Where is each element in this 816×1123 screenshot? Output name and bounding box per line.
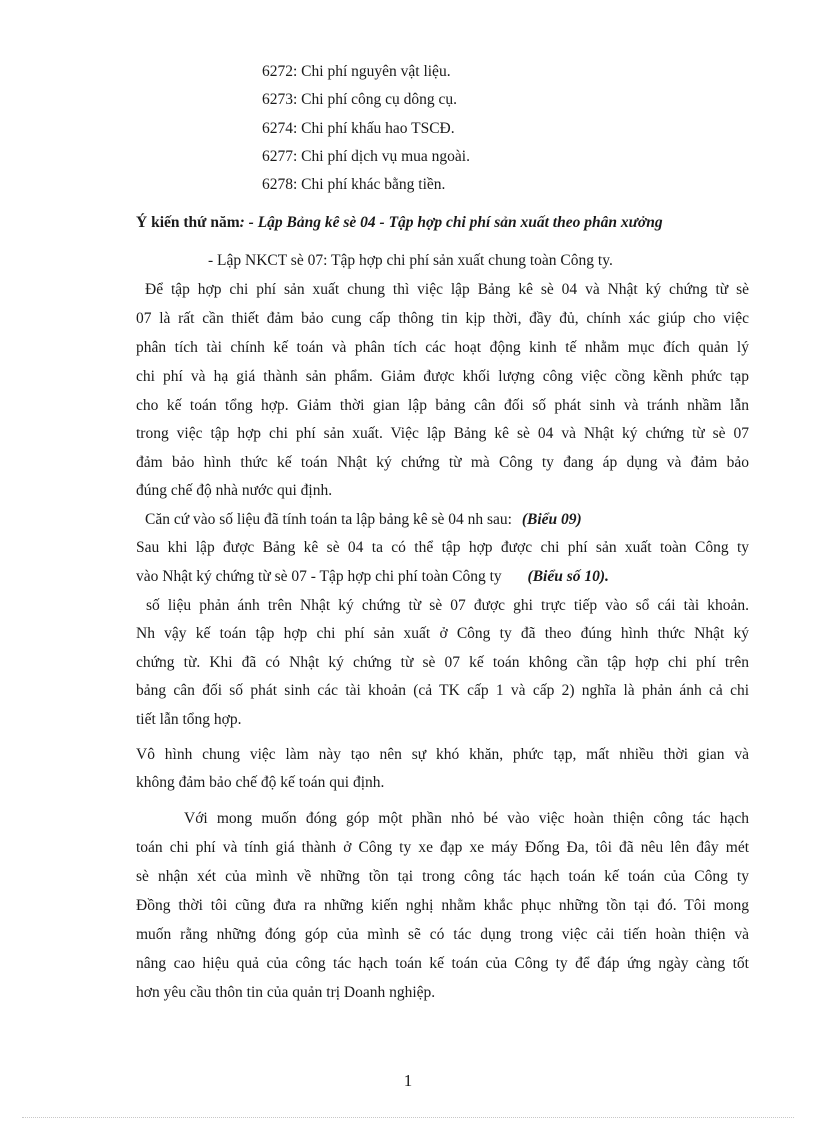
paragraph-line: Với mong muốn đóng góp một phần nhỏ bé vào việc hoàn thiện công tác hạch [184, 810, 749, 827]
footer-divider [22, 1117, 794, 1118]
paragraph-line: toán chi phí và tính giá thành ở Công ty xe đạp xe máy Đống Đa, tôi đã nêu lên đây mét [136, 839, 749, 856]
account-item: 6272: Chi phí nguyên vật liệu. [262, 63, 451, 80]
paragraph-line: phân tích tài chính kế toán và phân tích các hoạt động kinh tế nhằm mục đích quản lý [136, 339, 749, 356]
paragraph-line: sè nhận xét của mình về những tồn tại trong công tác hạch toán kế toán của Công ty [136, 868, 749, 885]
paragraph-line: không đảm bảo chế độ kế toán qui định. [136, 774, 385, 791]
opinion-title: : - Lập Bảng kê sè 04 - Tập hợp chi phí sản xuất theo phân xưởng [239, 214, 663, 231]
paragraph-line: Nh vậy kế toán tập hợp chi phí sản xuất ở Công ty đã theo đúng hình thức Nhật ký [136, 625, 749, 642]
appendix-reference: (Biểu 09) [521, 511, 582, 528]
paragraph-line [136, 567, 609, 587]
paragraph-line: chứng từ. Khi đã có Nhật ký chứng từ sè 07 kế toán không cần tập hợp chi phí trên [136, 654, 749, 671]
paragraph-line: đúng chế độ nhà nước qui định. [136, 482, 333, 499]
paragraph-line: số liệu phản ánh trên Nhật ký chứng từ sè 07 được ghi trực tiếp vào sổ cái tài khoản. [146, 597, 749, 614]
paragraph-line: bảng cân đối số phát sinh các tài khoản (cả TK cấp 1 và cấp 2) nghĩa là phản ánh cả chi [136, 682, 749, 699]
paragraph-line: Để tập hợp chi phí sản xuất chung thì việc lập Bảng kê sè 04 và Nhật ký chứng từ sè [145, 281, 749, 298]
paragraph-line [145, 510, 582, 530]
paragraph-line: Sau khi lập được Bảng kê sè 04 ta có thể tập hợp được chi phí sản xuất toàn Công ty [136, 539, 749, 556]
paragraph-line: tiết lẫn tổng hợp. [136, 711, 242, 728]
account-item: 6274: Chi phí khấu hao TSCĐ. [262, 120, 455, 137]
paragraph-line: Vô hình chung việc làm này tạo nên sự khó khăn, phức tạp, mất nhiều thời gian và [136, 746, 749, 763]
paragraph-line: nâng cao hiệu quả của công tác hạch toán kế toán của Công ty để đáp ứng ngày càng tốt [136, 955, 749, 972]
appendix-reference: (Biểu số 10). [527, 568, 609, 585]
page-number: 1 [403, 1071, 413, 1090]
opinion-heading [136, 213, 663, 233]
account-item: 6278: Chi phí khác bằng tiền. [262, 176, 446, 193]
opinion-lead: Ý kiến thứ năm [136, 214, 240, 231]
paragraph-text: vào Nhật ký chứng từ sè 07 - Tập hợp chi phí toàn Công ty [136, 568, 502, 585]
paragraph-line: muốn rằng những đóng góp của mình sẽ có tác dụng trong việc cải tiến hoàn thiện và [136, 926, 749, 943]
paragraph-line: chi phí và hạ giá thành sản phẩm. Giảm được khối lượng công việc cồng kềnh phức tạp [136, 368, 749, 385]
account-item: 6273: Chi phí công cụ dông cụ. [262, 91, 458, 108]
account-item: 6277: Chi phí dịch vụ mua ngoài. [262, 148, 470, 165]
paragraph-line: 07 là rất cần thiết đảm bảo cung cấp thông tin kịp thời, đầy đủ, chính xác giúp cho việc [136, 310, 749, 327]
paragraph-line: cho kế toán tổng hợp. Giảm thời gian lập bảng cân đối số phát sinh và tránh nhầm lẫn [136, 397, 749, 414]
opinion-subheading: - Lập NKCT sè 07: Tập hợp chi phí sản xuất chung toàn Công ty. [208, 252, 613, 269]
paragraph-line: Đồng thời tôi cũng đưa ra những kiến nghị nhằm khắc phục những tồn tại đó. Tôi mong [136, 897, 749, 914]
paragraph-text: Căn cứ vào số liệu đã tính toán ta lập bảng kê sè 04 nh sau: [145, 511, 512, 528]
paragraph-line: đảm bảo hình thức kế toán Nhật ký chứng từ mà Công ty đang áp dụng và đảm bảo [136, 454, 749, 471]
paragraph-line: trong việc tập hợp chi phí sản xuất. Việc lập Bảng kê sè 04 và Nhật ký chứng từ sè 07 [136, 425, 749, 442]
paragraph-line: hơn yêu cầu thôn tin của quản trị Doanh nghiệp. [136, 984, 436, 1001]
